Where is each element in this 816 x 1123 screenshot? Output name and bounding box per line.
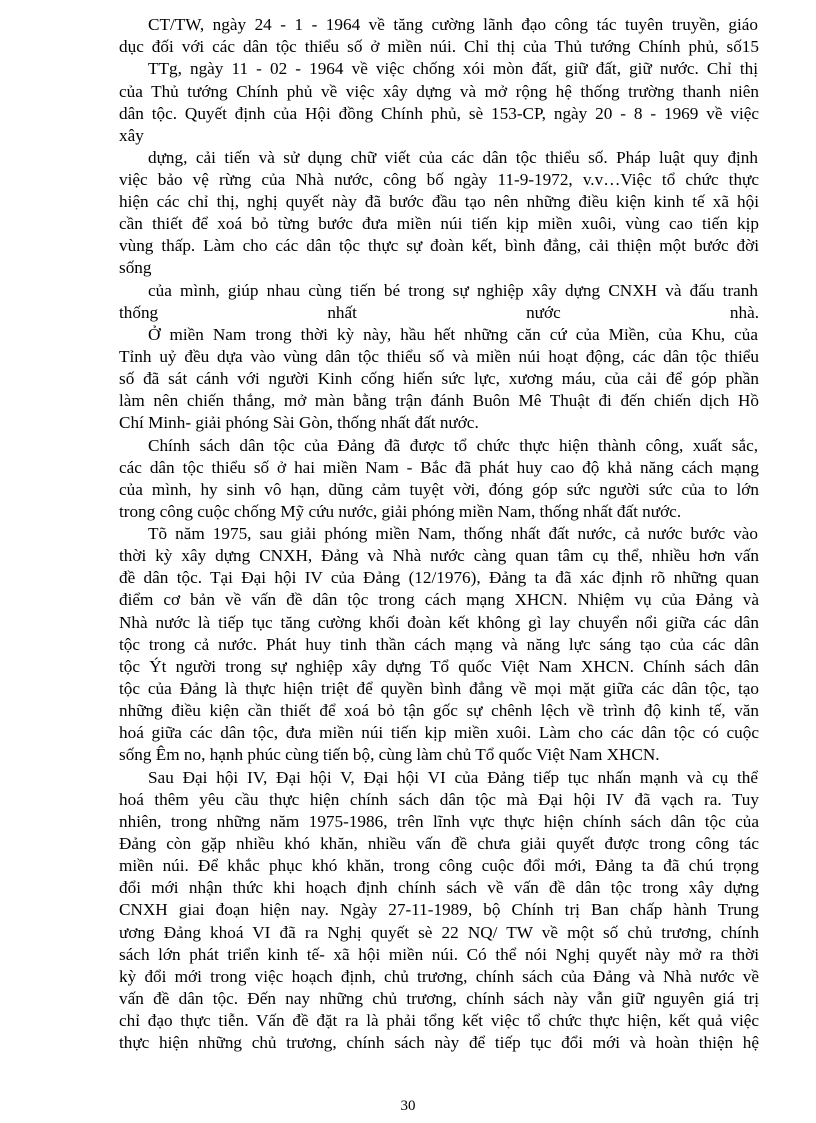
text-line: ương Đảng khoá VI đã ra Nghị quyết sè 22 NQ/ TW về một số chủ trương, chính (119, 923, 759, 942)
text-line: CT/TW, ngày 24 - 1 - 1964 về tăng cường lãnh đạo công tác tuyên truyền, giáo (148, 15, 758, 34)
text-line: hoá thêm yêu cầu thực hiện chính sách dân tộc mà Đại hội IV đã vạch ra. Tuy (119, 790, 759, 809)
text-line: sống (119, 258, 152, 277)
text-line: thống nhất nước nhà. (119, 303, 759, 322)
text-line: Sau Đại hội IV, Đại hội V, Đại hội VI của Đảng tiếp tục nhấn mạnh và cụ thể (148, 768, 758, 787)
text-line: của Thủ tướng Chính phủ về việc xây dựng và mở rộng hệ thống trường thanh niên (119, 82, 759, 101)
text-line: Nhà nước là tiếp tục tăng cường khối đoàn kết không gì lay chuyển nổi giữa các dân (119, 613, 759, 632)
text-line: Tỉnh uỷ đều dựa vào vùng dân tộc thiểu số và miền núi hoạt động, các dân tộc thiểu (119, 347, 759, 366)
text-line: số đã sát cánh với người Kinh cống hiến sức lực, xương máu, của cải để góp phần (119, 369, 759, 388)
text-line: tộc của Đảng là thực hiện triệt để quyền bình đẳng về mọi mặt giữa các dân tộc, tạo (119, 679, 759, 698)
text-line: hoá giữa các dân tộc, đưa miền núi tiến kịp miền xuôi. Làm cho các dân tộc có cuộc (119, 723, 759, 742)
text-line: CNXH giai đoạn hiện nay. Ngày 27-11-1989, bộ Chính trị Ban chấp hành Trung (119, 900, 759, 919)
text-line: tộc trong cả nước. Phát huy tinh thần cách mạng và năng lực sáng tạo của các dân (119, 635, 759, 654)
text-line: thực hiện những chủ trương, chính sách này để tiếp tục đổi mới và hoàn thiện hệ (119, 1033, 759, 1052)
text-line: Chí Minh- giải phóng Sài Gòn, thống nhất đất nước. (119, 413, 479, 432)
text-line: thời kỳ xây dựng CNXH, Đảng và Nhà nước càng quan tâm cụ thể, nhiều hơn vấn (119, 546, 759, 565)
text-line: làm nên chiến thắng, mở màn bằng trận đánh Buôn Mê Thuật đi đến chiến dịch Hồ (119, 391, 759, 410)
text-line: dân tộc. Quyết định của Hội đồng Chính phủ, sè 153-CP, ngày 20 - 8 - 1969 về việc (119, 104, 759, 123)
text-line: dục đối với các dân tộc thiểu số ở miền núi. Chỉ thị của Thủ tướng Chính phủ, số15 (119, 37, 759, 56)
text-line: đổi mới nhận thức khi hoạch định chính sách về vấn đề dân tộc trong xây dựng (119, 878, 759, 897)
text-line: những điều kiện cần thiết để xoá bỏ tận gốc sự chênh lệch về trình độ kinh tế, văn (119, 701, 759, 720)
text-line: Ở miền Nam trong thời kỳ này, hầu hết những căn cứ của Miền, của Khu, của (148, 325, 758, 344)
text-line: hiện các chỉ thị, nghị quyết này đã bước đầu tạo nên những điều kiện kinh tế xã hội (119, 192, 759, 211)
text-line: của mình, hy sinh vô hạn, dũng cảm tuyệt vời, đóng góp sức người sức của to lớn (119, 480, 759, 499)
text-line: miền núi. Để khắc phục khó khăn, trong công cuộc đổi mới, Đảng ta đã chú trọng (119, 856, 759, 875)
text-line: vùng thấp. Làm cho các dân tộc thực sự đoàn kết, bình đẳng, cải thiện một bước đời (119, 236, 759, 255)
text-line: kỳ đổi mới trong việc hoạch định, chủ trương, chính sách của Đảng và Nhà nước về (119, 967, 759, 986)
text-line: TTg, ngày 11 - 02 - 1964 về việc chống xói mòn đất, giữ đất, giữ nước. Chỉ thị (148, 59, 758, 78)
text-line: Tõ năm 1975, sau giải phóng miền Nam, thống nhất đất nước, cả nước bước vào (148, 524, 758, 543)
text-line: vấn đề dân tộc. Đến nay những chủ trương, chính sách này vẫn giữ nguyên giá trị (119, 989, 759, 1008)
text-line: đề dân tộc. Tại Đại hội IV của Đảng (12/1976), Đảng ta đã xác định rõ những quan (119, 568, 759, 587)
text-line: việc bảo vệ rừng của Nhà nước, công bố ngày 11-9-1972, v.v…Việc tổ chức thực (119, 170, 759, 189)
text-line: Đảng còn gặp nhiều khó khăn, nhiều vấn đề chưa giải quyết được trong công tác (119, 834, 759, 853)
page-number: 30 (400, 1098, 416, 1114)
text-line: sách lớn phát triển kinh tế- xã hội miền núi. Có thể nói Nghị quyết này mở ra thời (119, 945, 759, 964)
text-line: tộc Ýt người trong sự nghiệp xây dựng Tổ quốc Việt Nam XHCN. Chính sách dân (119, 657, 759, 676)
text-line: xây (119, 126, 144, 145)
text-line: Chính sách dân tộc của Đảng đã được tổ chức thực hiện thành công, xuất sắc, (148, 436, 758, 455)
text-line: điểm cơ bản về vấn đề dân tộc trong cách mạng XHCN. Nhiệm vụ của Đảng và (119, 590, 759, 609)
text-line: trong công cuộc chống Mỹ cứu nước, giải phóng miền Nam, thống nhất đất nước. (119, 502, 682, 521)
text-line: nhiên, trong những năm 1975-1986, trên lĩnh vực thực hiện chính sách dân tộc của (119, 812, 759, 831)
text-line: cần thiết để xoá bỏ từng bước đưa miền núi tiến kịp miền xuôi, vùng cao tiến kịp (119, 214, 759, 233)
text-line: của mình, giúp nhau cùng tiến bé trong sự nghiệp xây dựng CNXH và đấu tranh (148, 281, 758, 300)
text-line: sống Êm no, hạnh phúc cùng tiến bộ, cùng làm chủ Tổ quốc Việt Nam XHCN. (119, 745, 660, 764)
text-line: các dân tộc thiểu số ở hai miền Nam - Bắc đã phát huy cao độ khả năng cách mạng (119, 458, 759, 477)
text-line: chỉ đạo thực tiễn. Vấn đề đặt ra là phải tổng kết việc tổ chức thực hiện, kết quả việc (119, 1011, 759, 1030)
text-line: dựng, cải tiến và sử dụng chữ viết của các dân tộc thiểu số. Pháp luật quy định (148, 148, 758, 167)
